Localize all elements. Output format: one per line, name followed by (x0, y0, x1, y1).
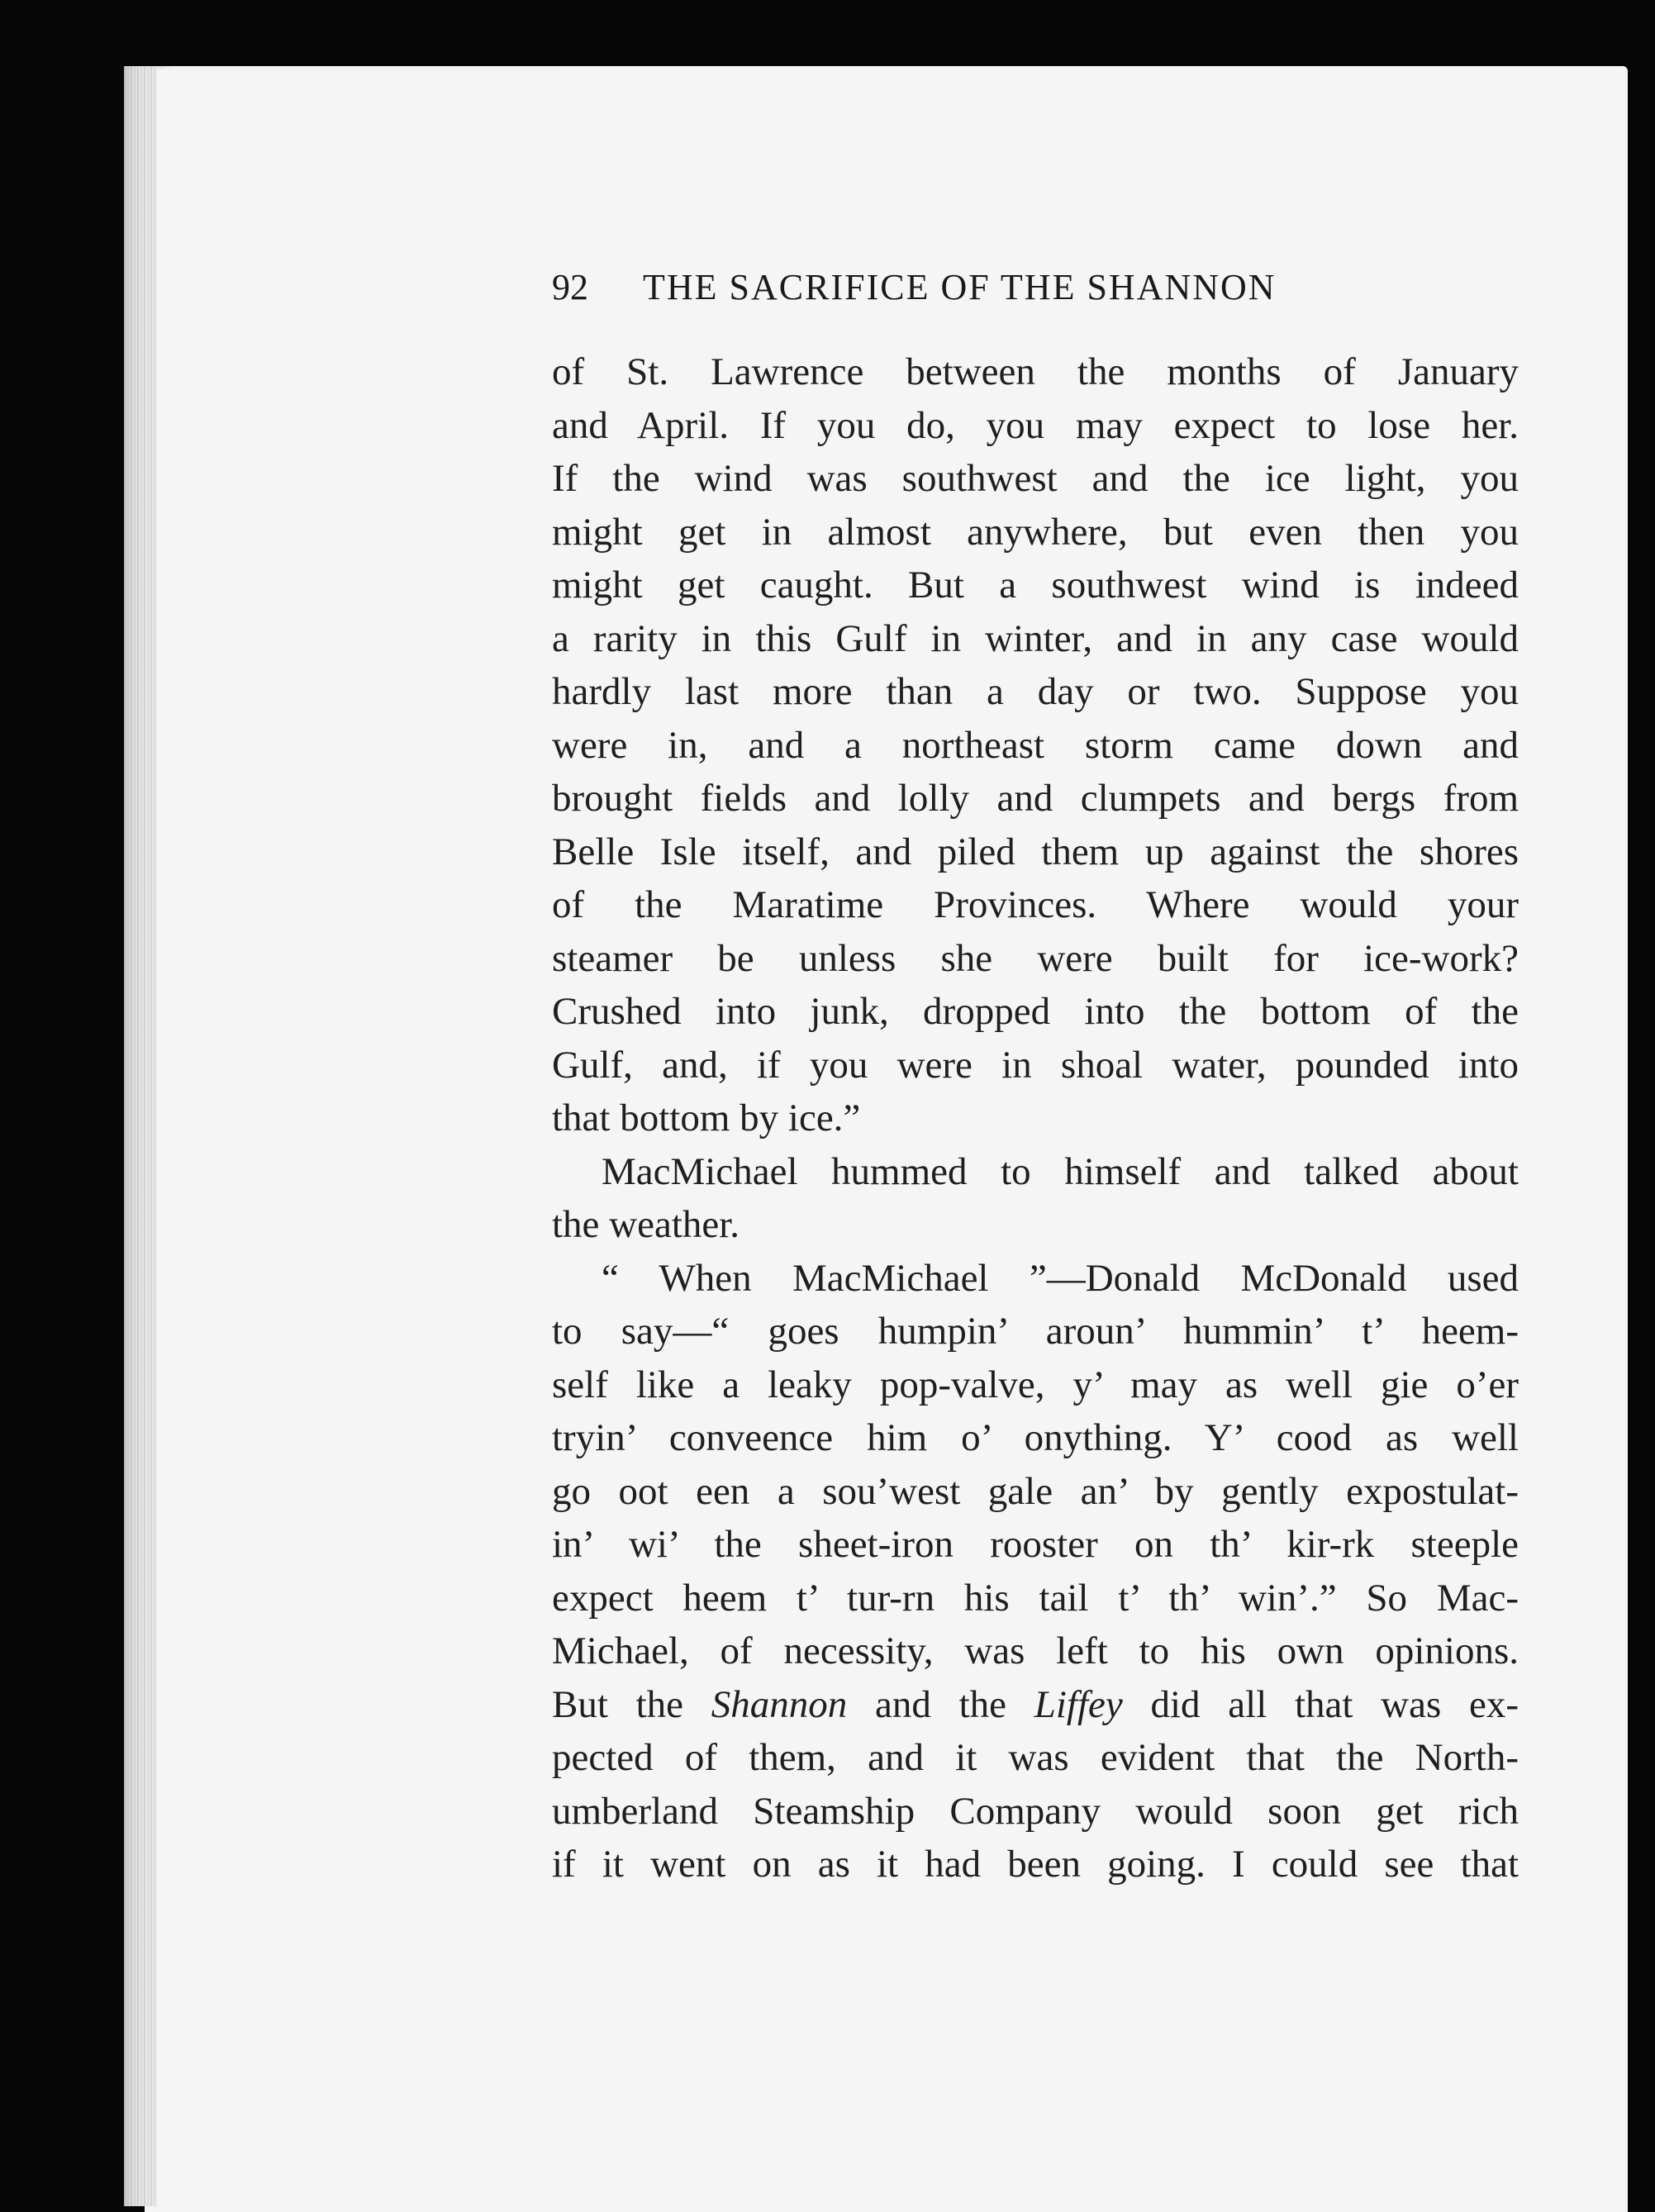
body-text (552, 345, 1519, 1891)
text-fragment: But the (552, 1682, 711, 1726)
text-line: expect heem t’ tur-rn his tail t’ th’ win’.” So Mac- (552, 1576, 1519, 1620)
ship-name-liffey: Liffey (1034, 1682, 1123, 1726)
text-fragment: and the (847, 1682, 1034, 1726)
ship-name-shannon: Shannon (711, 1682, 848, 1726)
text-line: the weather. (552, 1203, 740, 1246)
text-line: that bottom by ice.” (552, 1096, 861, 1139)
text-line: and April. If you do, you may expect to lose her. (552, 403, 1519, 447)
running-head-title: THE SACRIFICE OF THE SHANNON (643, 267, 1277, 307)
text-line: MacMichael hummed to himself and talked about (602, 1149, 1519, 1193)
text-line (552, 1678, 1519, 1732)
text-line: If the wind was southwest and the ice light, you (552, 457, 1519, 500)
text-line: tryin’ conveence him o’ onything. Y’ cood as well (552, 1416, 1519, 1459)
text-line: of St. Lawrence between the months of January (552, 350, 1519, 393)
text-line: Belle Isle itself, and piled them up against the shores (552, 830, 1519, 873)
page-number: 92 (552, 267, 588, 307)
text-line: Gulf, and, if you were in shoal water, pounded into (552, 1043, 1519, 1087)
running-head (552, 266, 1519, 324)
text-line: hardly last more than a day or two. Suppose you (552, 670, 1519, 713)
text-line: “ When MacMichael ”—Donald McDonald used (602, 1256, 1519, 1300)
text-fragment: did all that was ex- (1122, 1682, 1519, 1726)
text-line: umberland Steamship Company would soon get rich (552, 1789, 1519, 1833)
text-line: Michael, of necessity, was left to his own opinions. (552, 1629, 1519, 1672)
text-line: Crushed into junk, dropped into the bottom of the (552, 990, 1519, 1033)
text-line: a rarity in this Gulf in winter, and in any case would (552, 616, 1519, 660)
text-line: to say—“ goes humpin’ aroun’ hummin’ t’ heem- (552, 1310, 1519, 1353)
text-line: might get caught. But a southwest wind is indeed (552, 564, 1519, 607)
text-line: pected of them, and it was evident that the North- (552, 1736, 1519, 1779)
text-line: brought fields and lolly and clumpets and bergs from (552, 777, 1519, 820)
text-line: steamer be unless she were built for ice-work? (552, 936, 1519, 980)
text-line: go oot een a sou’west gale an’ by gently expostulat- (552, 1469, 1519, 1513)
text-line: were in, and a northeast storm came down and (552, 723, 1519, 767)
text-line: of the Maratime Provinces. Where would your (552, 883, 1519, 926)
text-line: self like a leaky pop-valve, y’ may as well gie o’er (552, 1363, 1519, 1406)
text-line: if it went on as it had been going. I could see that (552, 1843, 1519, 1886)
page-edge-binding (124, 66, 157, 2206)
text-line: might get in almost anywhere, but even then you (552, 510, 1519, 554)
text-line: in’ wi’ the sheet-iron rooster on th’ kir-rk steeple (552, 1523, 1519, 1566)
